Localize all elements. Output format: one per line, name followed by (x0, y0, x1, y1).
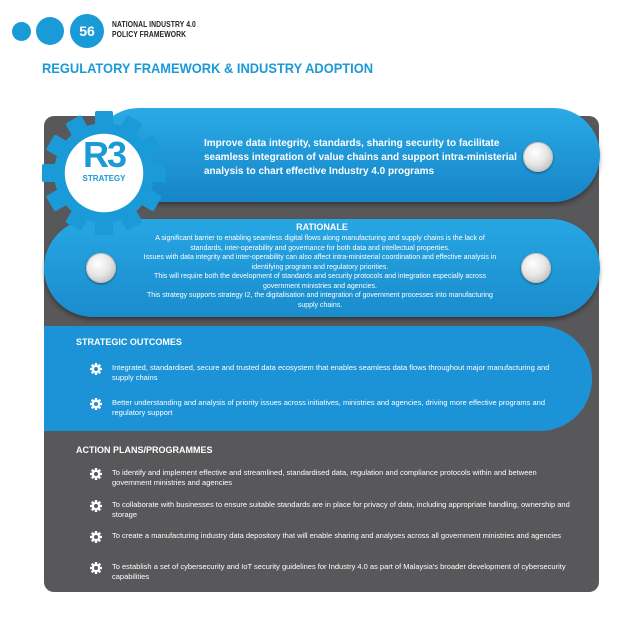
outcome-text: Better understanding and analysis of priority issues across initiatives, ministries and agencies, driving more effective programs and regulatory support (112, 398, 545, 417)
top-knob-icon (523, 142, 553, 172)
list-item (90, 531, 570, 543)
right-knob-icon (521, 253, 551, 283)
section-title: REGULATORY FRAMEWORK & INDUSTRY ADOPTION (42, 60, 374, 76)
gear-bullet-icon (90, 500, 102, 512)
document-title-line2: POLICY FRAMEWORK (112, 30, 187, 39)
rationale-line: A significant barrier to enabling seamless digital flows along manufacturing and supply chains is the lack of (155, 235, 485, 242)
list-item (90, 398, 565, 418)
header-dot-small (12, 22, 31, 41)
gear-bullet-icon (90, 531, 102, 543)
gear-bullet-icon (90, 398, 102, 410)
rationale-line: identifying program and regulatory priorities. (251, 263, 389, 271)
outcomes-heading: STRATEGIC OUTCOMES (76, 337, 182, 347)
list-item (90, 500, 570, 520)
strategy-code: R3 (82, 134, 126, 175)
list-item (90, 562, 570, 582)
gear-bullet-icon (90, 562, 102, 574)
action-text: To collaborate with businesses to ensure suitable standards are in place for privacy of data, including appropriate handling, ownership and storage (112, 500, 570, 519)
strategy-description: Improve data integrity, standards, sharing security to facilitate seamless integration of value chains and support intra-ministerial analysis to chart effective Industry 4.0 programs (204, 138, 517, 177)
document-title (112, 20, 196, 40)
gear-bullet-icon (90, 468, 102, 480)
rationale-line: Issues with data integrity and inter-operability can also affect intra-ministerial coordination and effective analysis in (143, 254, 497, 261)
rationale-line: government ministries and agencies. (262, 282, 377, 290)
outcome-text: Integrated, standardised, secure and trusted data ecosystem that enables seamless data flows throughout major manufacturing and supply chains (112, 363, 550, 382)
strategy-label: STRATEGY (82, 174, 126, 183)
action-text: To create a manufacturing industry data depository that will enable sharing and analyses across all government ministries and agencies (112, 531, 561, 540)
header-dot-medium (36, 17, 64, 45)
action-text: To identify and implement effective and streamlined, standardised data, regulation and compliance protocols within and between government ministries and agencies (112, 468, 537, 487)
rationale-text (110, 234, 530, 310)
list-item (90, 363, 565, 383)
rationale-line: standards, inter-operability and governance for both data and intellectual properties. (190, 244, 450, 252)
rationale-line: supply chains. (297, 301, 343, 309)
rationale-line: This will require both the development of standards and security protocols and integration especially across (154, 273, 486, 280)
list-item (90, 468, 570, 488)
rationale-line: This strategy supports strategy I2, the digitalisation and integration of government processes into manufacturing (147, 292, 493, 299)
page-number: 56 (70, 14, 104, 48)
action-text: To establish a set of cybersecurity and IoT security guidelines for Industry 4.0 as part of Malaysia's broader development of cybersecurity capabilities (112, 562, 566, 581)
document-title-line1: NATIONAL INDUSTRY 4.0 (112, 20, 196, 29)
gear-bullet-icon (90, 363, 102, 375)
rationale-heading: RATIONALE (296, 222, 348, 232)
actions-heading: ACTION PLANS/PROGRAMMES (76, 445, 213, 455)
left-knob-icon (86, 253, 116, 283)
